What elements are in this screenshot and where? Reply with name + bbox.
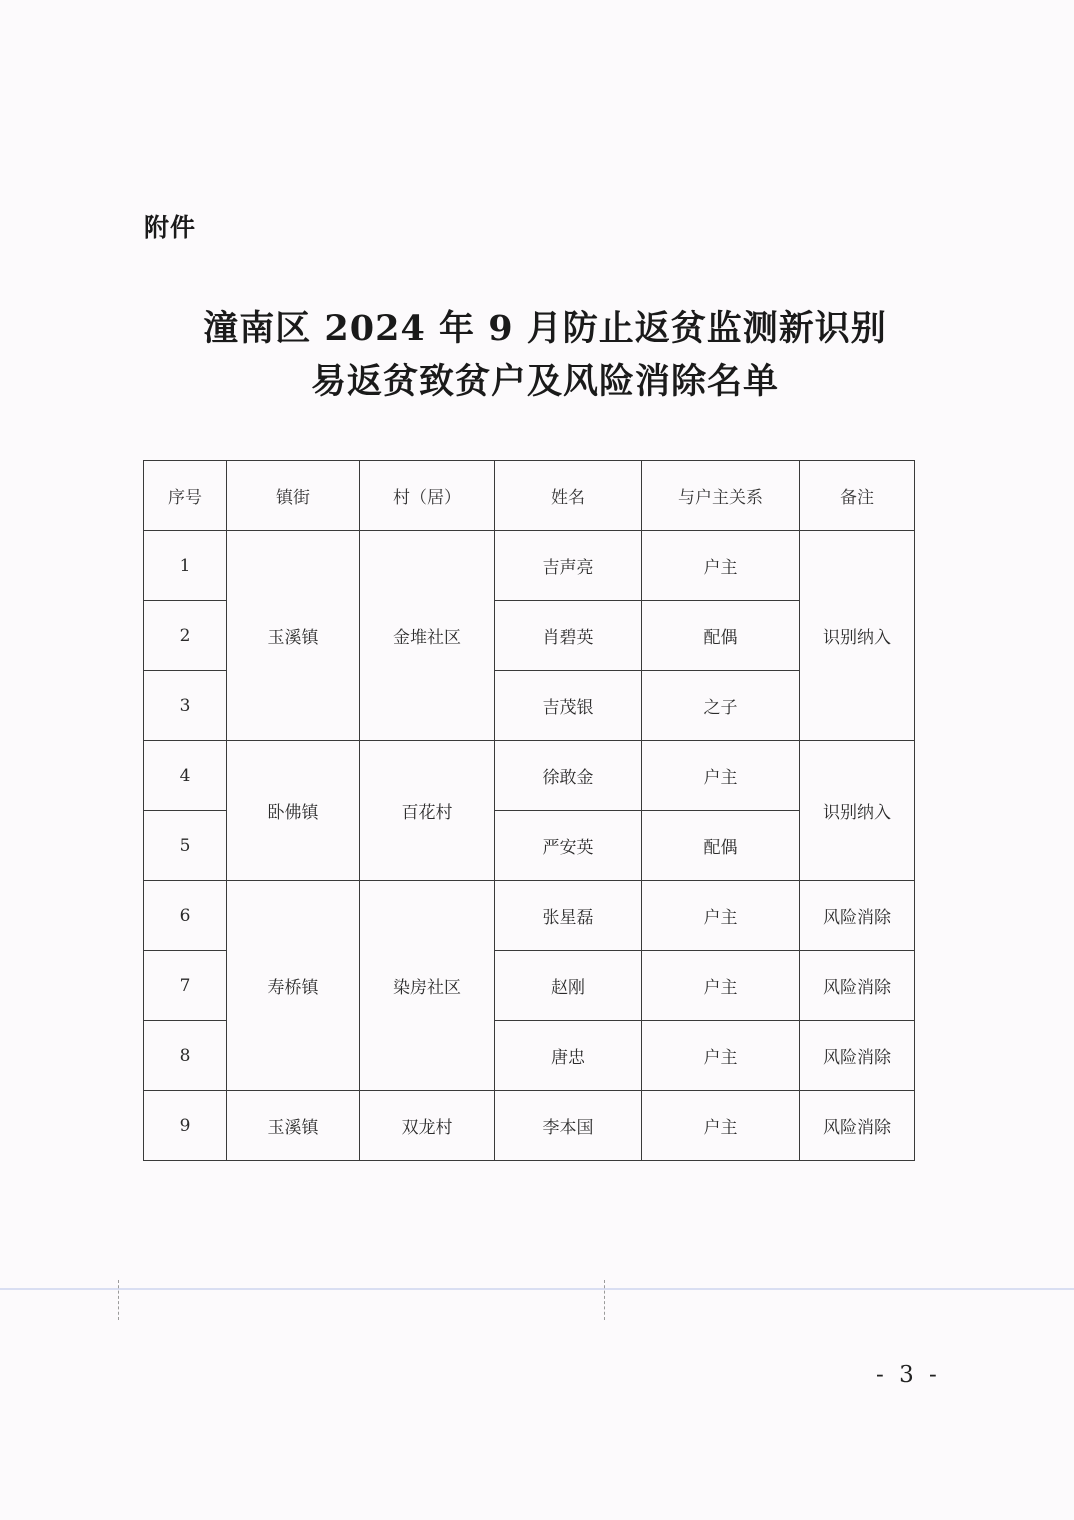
table-header-row: [144, 461, 915, 531]
title-line-2: 易返贫致贫户及风险消除名单: [310, 361, 779, 402]
header-cell-relation: 与户主关系: [642, 461, 800, 531]
cell-no: 5: [144, 811, 227, 881]
binding-mark-center: [604, 1280, 606, 1320]
cell-relation: 户主: [642, 951, 800, 1021]
cell-relation: 户主: [642, 741, 800, 811]
cell-town: 玉溪镇: [227, 1091, 360, 1161]
header-cell-no: 序号: [144, 461, 227, 531]
cell-no: 4: [144, 741, 227, 811]
cell-note: 风险消除: [800, 881, 915, 951]
cell-name: 吉声亮: [495, 531, 642, 601]
cell-relation: 户主: [642, 1091, 800, 1161]
cell-town: 玉溪镇: [227, 531, 360, 741]
header-cell-town: 镇街: [227, 461, 360, 531]
cell-no: 9: [144, 1091, 227, 1161]
cell-note: 风险消除: [800, 1021, 915, 1091]
cell-no: 7: [144, 951, 227, 1021]
binding-mark-left: [118, 1280, 120, 1320]
cell-note: 风险消除: [800, 951, 915, 1021]
cell-relation: 配偶: [642, 601, 800, 671]
cell-village: 双龙村: [360, 1091, 495, 1161]
footer-divider: [0, 1288, 1074, 1290]
cell-name: 唐忠: [495, 1021, 642, 1091]
cell-town: 卧佛镇: [227, 741, 360, 881]
cell-name: 李本国: [495, 1091, 642, 1161]
cell-no: 6: [144, 881, 227, 951]
cell-relation: 户主: [642, 531, 800, 601]
table-row: [144, 741, 915, 811]
cell-village: 染房社区: [360, 881, 495, 1091]
table-row: [144, 531, 915, 601]
cell-name: 张星磊: [495, 881, 642, 951]
cell-no: 3: [144, 671, 227, 741]
table-row: [144, 1091, 915, 1161]
cell-note: 识别纳入: [800, 531, 915, 741]
cell-note: 识别纳入: [800, 741, 915, 881]
header-cell-name: 姓名: [495, 461, 642, 531]
cell-relation: 户主: [642, 1021, 800, 1091]
cell-relation: 之子: [642, 671, 800, 741]
cell-village: 金堆社区: [360, 531, 495, 741]
attachment-label: 附件: [144, 213, 197, 242]
page-number: - 3 -: [876, 1362, 941, 1388]
roster-table: [143, 460, 915, 1161]
cell-name: 严安英: [495, 811, 642, 881]
cell-name: 吉茂银: [495, 671, 642, 741]
cell-name: 肖碧英: [495, 601, 642, 671]
cell-village: 百花村: [360, 741, 495, 881]
cell-note: 风险消除: [800, 1091, 915, 1161]
header-cell-village: 村（居）: [360, 461, 495, 531]
cell-town: 寿桥镇: [227, 881, 360, 1091]
cell-no: 1: [144, 531, 227, 601]
cell-name: 徐敢金: [495, 741, 642, 811]
cell-relation: 配偶: [642, 811, 800, 881]
document-title: [0, 302, 1074, 408]
title-line-1: 潼南区 2024 年 9 月防止返贫监测新识别: [203, 308, 887, 349]
cell-relation: 户主: [642, 881, 800, 951]
header-cell-note: 备注: [800, 461, 915, 531]
cell-no: 8: [144, 1021, 227, 1091]
table-row: [144, 881, 915, 951]
cell-name: 赵刚: [495, 951, 642, 1021]
cell-no: 2: [144, 601, 227, 671]
